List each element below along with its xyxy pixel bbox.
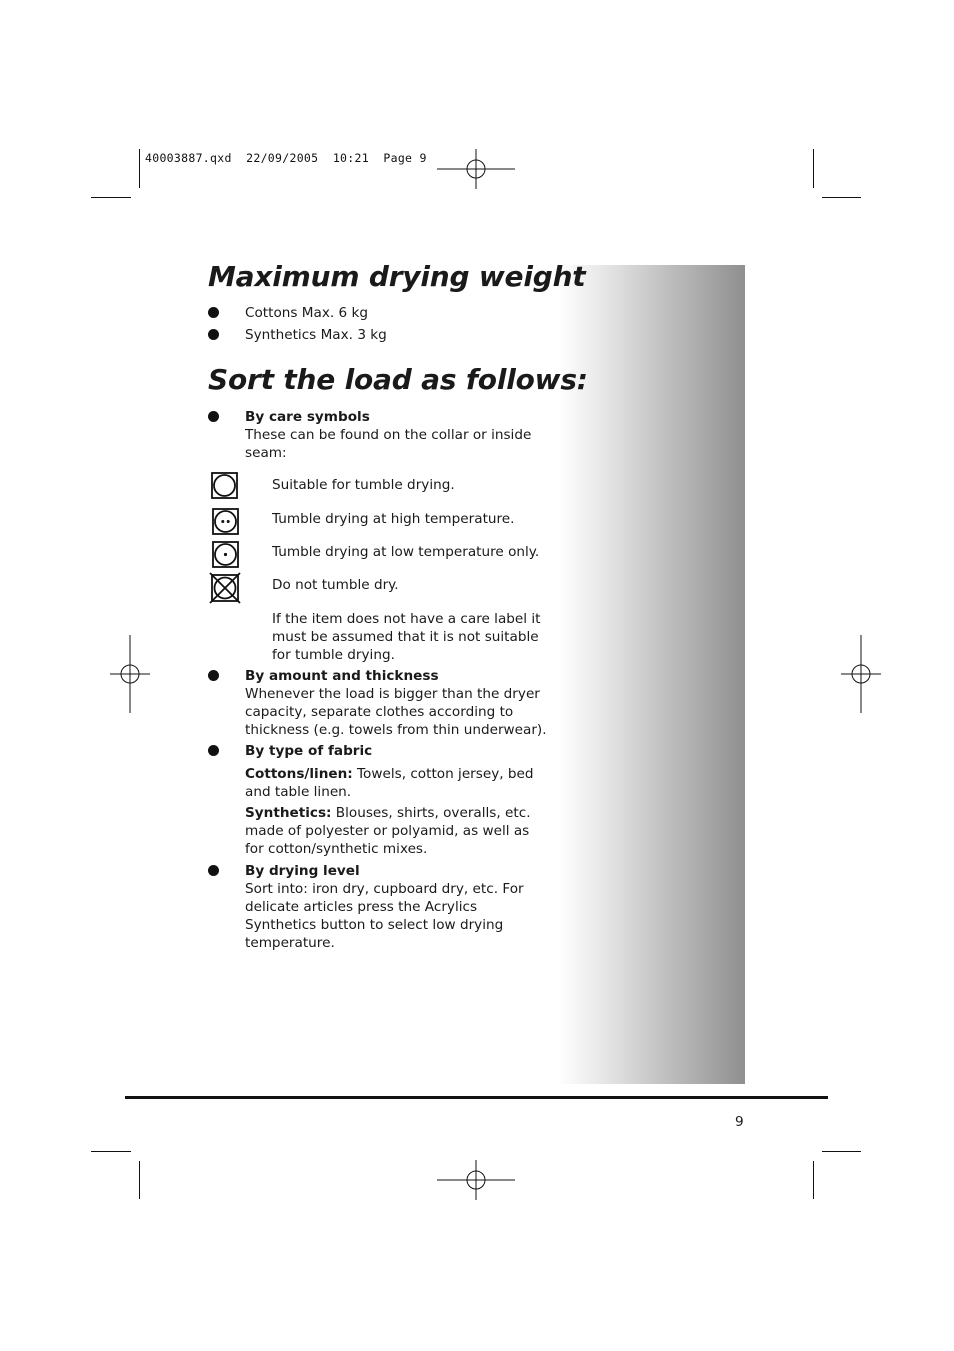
- bullet-icon: [208, 329, 219, 340]
- amount-desc: Whenever the load is bigger than the dryer capacity, separate clothes according to thickness (e.g. towels from thin underwear).: [245, 686, 547, 738]
- heading-maximum-drying-weight: Maximum drying weight: [208, 260, 586, 293]
- weight-item: Synthetics Max. 3 kg: [245, 327, 387, 343]
- drying-title: By drying level: [245, 863, 360, 879]
- fabric-cotton: [245, 765, 555, 801]
- care-section: [245, 408, 545, 462]
- registration-mark-icon: [437, 130, 515, 208]
- care-symbol-text: Do not tumble dry.: [272, 577, 399, 593]
- bullet-icon: [208, 865, 219, 876]
- crop-mark: [139, 149, 140, 188]
- care-desc: These can be found on the collar or inside seam:: [245, 427, 532, 461]
- care-symbol-text: Tumble drying at high temperature.: [272, 511, 515, 527]
- amount-title: By amount and thickness: [245, 668, 439, 684]
- fabric-title: By type of fabric: [245, 743, 373, 759]
- fabric-synth-label: Synthetics:: [245, 805, 332, 821]
- care-symbol-text: Suitable for tumble drying.: [272, 477, 455, 493]
- crop-mark: [91, 197, 131, 198]
- amount-section: [245, 667, 550, 739]
- crop-mark: [813, 1161, 814, 1199]
- bullet-icon: [208, 307, 219, 318]
- do-not-tumble-dry-icon: [209, 572, 241, 604]
- tumble-dry-icon: [211, 472, 238, 499]
- tumble-dry-low-icon: [212, 541, 239, 568]
- fabric-cotton-text: Towels, cotton jersey, bed and table linen.: [245, 766, 534, 800]
- crop-mark: [813, 149, 814, 188]
- care-title: By care symbols: [245, 409, 370, 425]
- footer-rule: [125, 1096, 828, 1099]
- drying-desc: Sort into: iron dry, cupboard dry, etc. For delicate articles press the Acrylics Synthetics button to select low drying temperature.: [245, 881, 524, 951]
- crop-mark: [822, 197, 861, 198]
- registration-mark-icon: [91, 635, 169, 713]
- crop-mark: [822, 1151, 861, 1152]
- bullet-icon: [208, 670, 219, 681]
- drying-section: [245, 862, 550, 952]
- bullet-icon: [208, 745, 219, 756]
- fabric-cotton-label: Cottons/linen:: [245, 766, 353, 782]
- crop-mark: [91, 1151, 131, 1152]
- crop-mark: [139, 1161, 140, 1199]
- care-note: If the item does not have a care label it must be assumed that it is not suitable for tumble drying.: [272, 611, 541, 663]
- heading-sort-load: Sort the load as follows:: [208, 363, 588, 396]
- tumble-dry-high-icon: [212, 508, 239, 535]
- registration-mark-icon: [822, 635, 900, 713]
- registration-mark-icon: [437, 1141, 515, 1219]
- bullet-icon: [208, 411, 219, 422]
- page-number: 9: [735, 1114, 744, 1130]
- fabric-synth-text: Blouses, shirts, overalls, etc. made of polyester or polyamid, as well as for cotton/synthetic mixes.: [245, 805, 531, 857]
- fabric-synthetics: [245, 804, 545, 858]
- file-slug: 40003887.qxd 22/09/2005 10:21 Page 9: [145, 151, 427, 165]
- care-symbol-text: Tumble drying at low temperature only.: [272, 544, 540, 560]
- weight-item: Cottons Max. 6 kg: [245, 305, 369, 321]
